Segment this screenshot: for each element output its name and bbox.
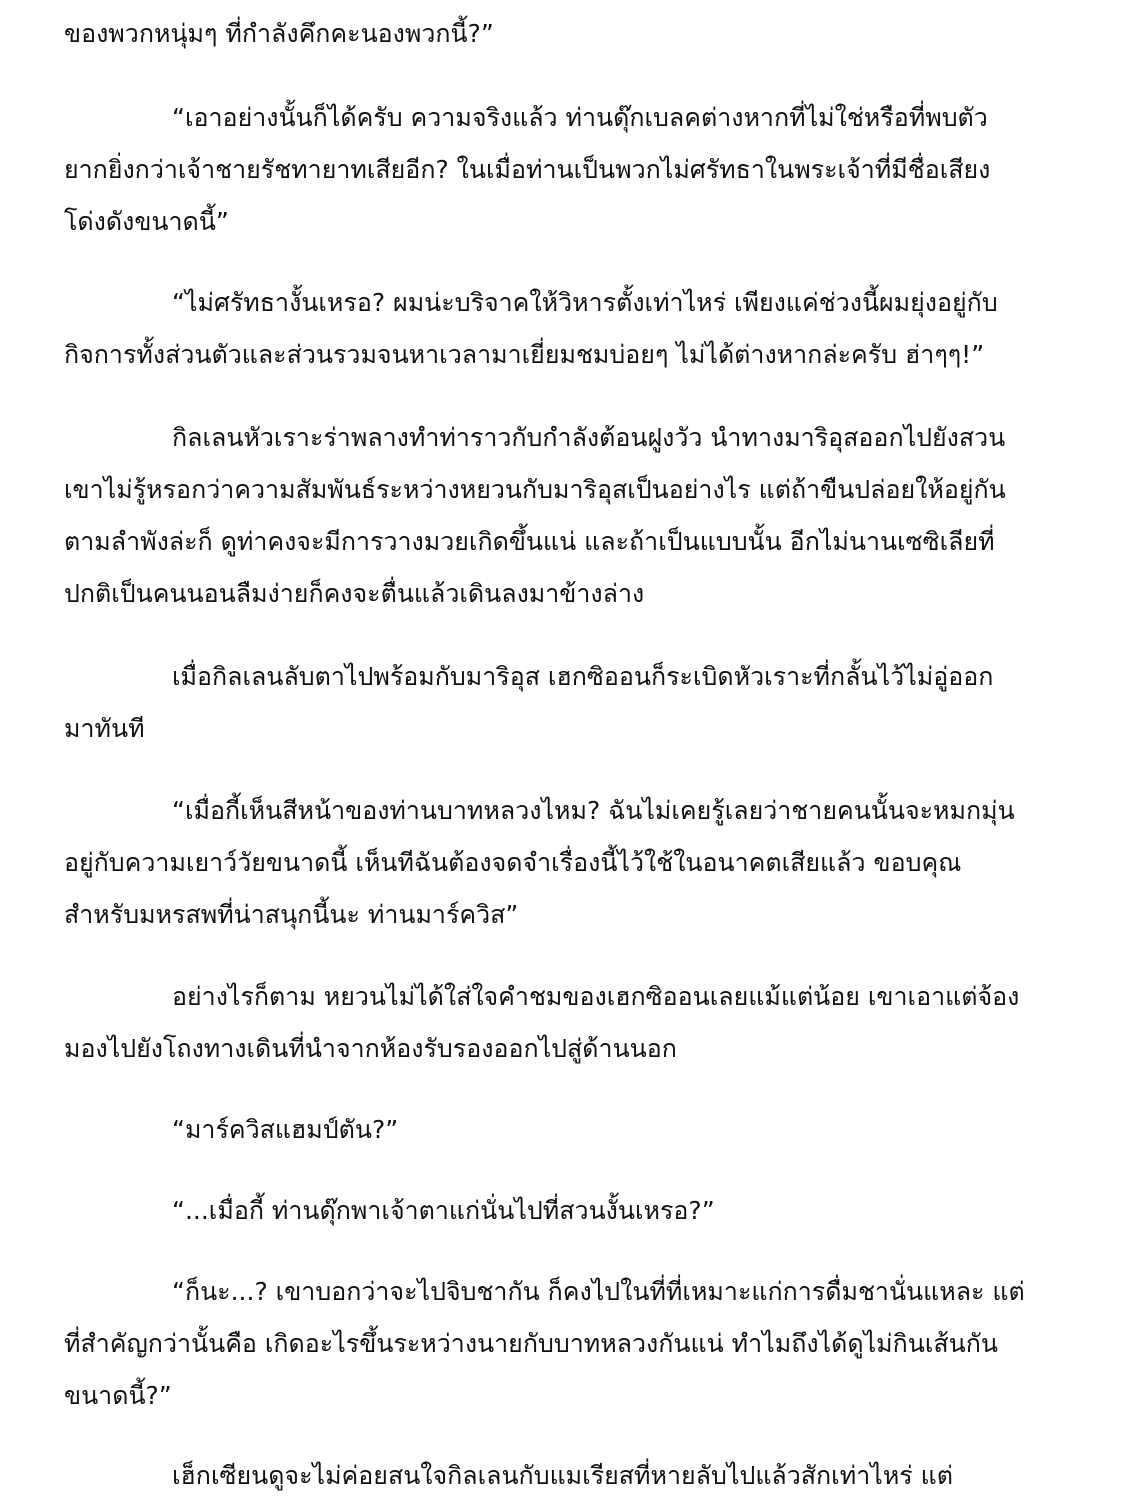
- text-line: ตามลำพังล่ะก็ ดูท่าคงจะมีการวางมวยเกิดขึ้นแน่ และถ้าเป็นแบบนั้น อีกไม่นานเซซิเลียที่: [64, 527, 995, 556]
- text-line: อยู่กับความเยาว์วัยขนาดนี้ เห็นทีฉันต้องจดจำเรื่องนี้ไว้ใช้ในอนาคตเสียแล้ว ขอบคุณ: [64, 848, 962, 877]
- text-line: มองไปยังโถงทางเดินที่นำจากห้องรับรองออกไปสู่ด้านนอก: [64, 1034, 677, 1063]
- text-line: เขาไม่รู้หรอกว่าความสัมพันธ์ระหว่างหยวนกับมาริอุสเป็นอย่างไร แต่ถ้าขืนปล่อยให้อยู่กัน: [64, 475, 1006, 504]
- text-line: โด่งดังขนาดนี้”: [64, 207, 229, 236]
- text-line: ปกติเป็นคนนอนลืมง่ายก็คงจะตื่นแล้วเดินลงมาข้างล่าง: [64, 579, 645, 608]
- text-line: “เอาอย่างนั้นก็ได้ครับ ความจริงแล้ว ท่านดุ๊กเบลคต่างหากที่ไม่ใช่หรือที่พบตัว: [172, 103, 988, 132]
- text-line: “ก็นะ...? เขาบอกว่าจะไปจิบชากัน ก็คงไปในที่ที่เหมาะแก่การดื่มชานั่นแหละ แต่: [172, 1277, 1025, 1306]
- text-line: ขนาดนี้?”: [64, 1381, 172, 1410]
- text-line: เฮ็กเซียนดูจะไม่ค่อยสนใจกิลเลนกับแมเรียสที่หายลับไปแล้วสักเท่าไหร่ แต่: [172, 1461, 954, 1490]
- text-line: ยากยิ่งกว่าเจ้าชายรัชทายาทเสียอีก? ในเมื่อท่านเป็นพวกไม่ศรัทธาในพระเจ้าที่มีชื่อเสียง: [64, 155, 991, 184]
- text-line: อย่างไรก็ตาม หยวนไม่ได้ใส่ใจคำชมของเฮกซิออนเลยแม้แต่น้อย เขาเอาแต่จ้อง: [172, 982, 1020, 1011]
- text-line: “...เมื่อกี้ ท่านดุ๊กพาเจ้าตาแก่นั่นไปที่สวนงั้นเหรอ?”: [172, 1196, 715, 1225]
- text-line: กิลเลนหัวเราะร่าพลางทำท่าราวกับกำลังต้อนฝูงวัว นำทางมาริอุสออกไปยังสวน: [172, 423, 1006, 452]
- text-line: มาทันที: [64, 714, 145, 743]
- text-line: “เมื่อกี้เห็นสีหน้าของท่านบาทหลวงไหม? ฉันไม่เคยรู้เลยว่าชายคนนั้นจะหมกมุ่น: [172, 796, 1015, 825]
- text-line: กิจการทั้งส่วนตัวและส่วนรวมจนหาเวลามาเยี่ยมชมบ่อยๆ ไม่ได้ต่างหากล่ะครับ ฮ่าๆๆ!”: [64, 340, 985, 369]
- text-line: ที่สำคัญกว่านั้นคือ เกิดอะไรขึ้นระหว่างนายกับบาทหลวงกันแน่ ทำไมถึงได้ดูไม่กินเส้นกัน: [64, 1329, 998, 1358]
- text-line: ของพวกหนุ่มๆ ที่กำลังคึกคะนองพวกนี้?”: [64, 19, 494, 48]
- text-line: “มาร์ควิสแฮมป์ตัน?”: [172, 1115, 399, 1144]
- text-line: เมื่อกิลเลนลับตาไปพร้อมกับมาริอุส เฮกซิออนก็ระเบิดหัวเราะที่กลั้นไว้ไม่อู่ออก: [172, 662, 994, 691]
- text-line: สำหรับมหรสพที่น่าสนุกนี้นะ ท่านมาร์ควิส”: [64, 900, 519, 929]
- text-line: “ไม่ศรัทธางั้นเหรอ? ผมน่ะบริจาคให้วิหารตั้งเท่าไหร่ เพียงแค่ช่วงนี้ผมยุ่งอยู่กับ: [172, 288, 998, 317]
